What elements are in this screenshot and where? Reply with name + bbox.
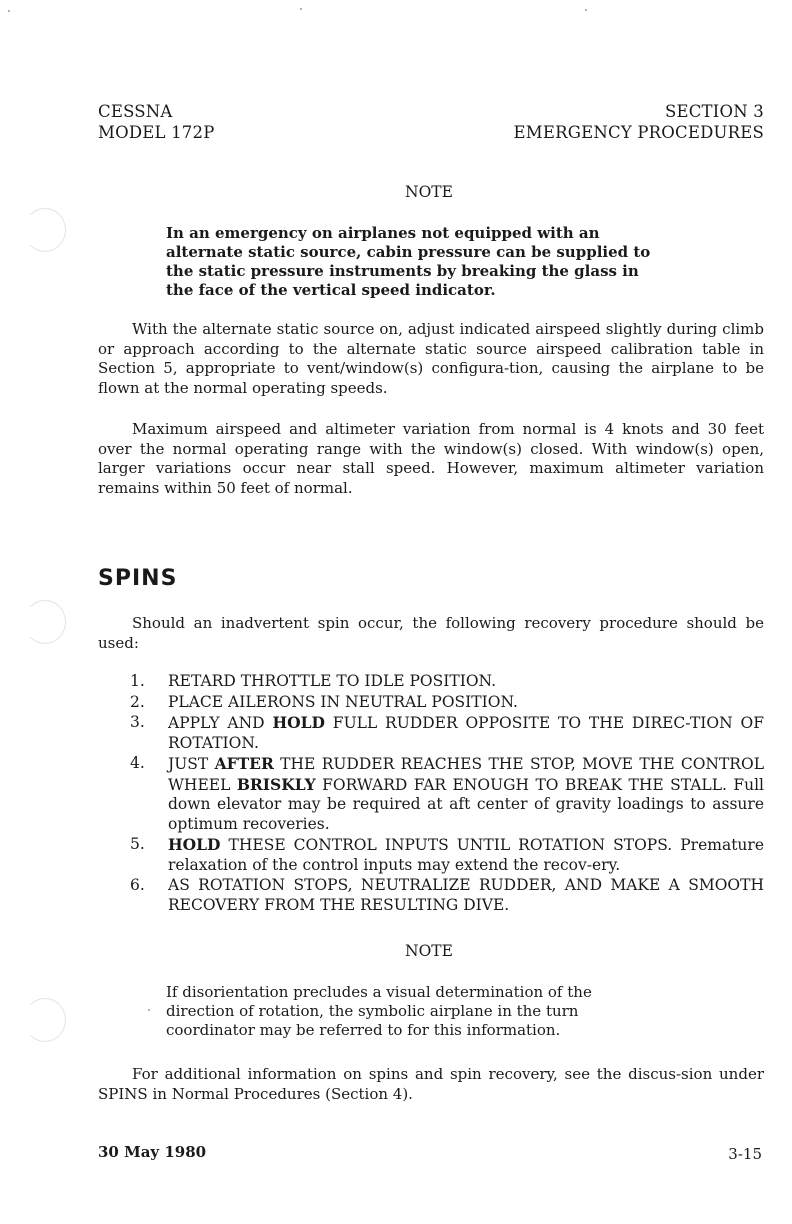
- list-item: [130, 835, 764, 875]
- step-emphasis: AFTER: [214, 754, 274, 773]
- step-text-part: THESE CONTROL INPUTS UNTIL ROTATION STOPS. Premature relaxation of the control inputs may extend the recov-ery.: [168, 836, 764, 874]
- list-item: [130, 713, 764, 753]
- header-right: [514, 101, 764, 143]
- step-text-part: JUST: [168, 755, 215, 773]
- list-item: [130, 754, 764, 834]
- variation-paragraph: Maximum airspeed and altimeter variation from normal is 4 knots and 30 feet over the normal operating range with the window(s) closed. With window(s) open, larger variations occur near stall speed. However, maximum altimeter variation remains within 50 feet of normal.: [98, 420, 764, 497]
- note-line: the static pressure instruments by breaking the glass in: [166, 262, 639, 280]
- list-item: [130, 672, 764, 692]
- note-line: If disorientation precludes a visual determination of the: [166, 983, 592, 1001]
- footer-date: 30 May 1980: [98, 1143, 207, 1161]
- note-line: coordinator may be referred to for this information.: [166, 1021, 561, 1039]
- note-line: In an emergency on airplanes not equipped with an: [166, 224, 600, 242]
- step-text-part: THE RUDDER REACHES THE STOP, MOVE THE CONTROL WHEEL: [168, 755, 764, 794]
- scan-speck: [585, 9, 587, 11]
- scan-speck: [148, 1009, 150, 1011]
- step-text-part: APPLY AND: [168, 714, 273, 732]
- list-item: [130, 876, 764, 915]
- note-line: alternate static source, cabin pressure can be supplied to: [166, 243, 651, 261]
- step-text-part: FULL RUDDER OPPOSITE TO THE DIREC-TION OF ROTATION.: [168, 714, 765, 752]
- step-text: RETARD THROTTLE TO IDLE POSITION.: [168, 672, 497, 690]
- step-number: 6.: [130, 876, 145, 894]
- note-body: [166, 983, 706, 1040]
- punch-hole-mark: [24, 998, 66, 1042]
- step-emphasis: HOLD: [272, 713, 325, 732]
- step-text: [168, 713, 764, 753]
- page-number: 3-15: [728, 1145, 762, 1163]
- note-line: the face of the vertical speed indicator.: [166, 281, 496, 299]
- step-emphasis: HOLD: [168, 835, 221, 854]
- scan-speck: [8, 10, 10, 12]
- section-label: SECTION 3: [664, 102, 764, 121]
- step-number: 2.: [130, 692, 145, 711]
- step-number: 1.: [130, 672, 145, 690]
- recovery-steps: [130, 672, 764, 916]
- punch-hole-mark: [24, 600, 66, 644]
- note-line: direction of rotation, the symbolic airplane in the turn: [166, 1002, 579, 1020]
- manufacturer-label: CESSNA: [98, 102, 173, 121]
- step-text: AS ROTATION STOPS, NEUTRALIZE RUDDER, AND MAKE A SMOOTH RECOVERY FROM THE RESULTING DIVE.: [168, 876, 764, 914]
- step-text: [168, 754, 764, 834]
- model-label: MODEL 172P: [98, 123, 215, 142]
- step-number: 3.: [130, 713, 145, 731]
- step-text: PLACE AILERONS IN NEUTRAL POSITION.: [168, 692, 518, 711]
- punch-hole-mark: [24, 208, 66, 252]
- step-number: 5.: [130, 835, 145, 853]
- step-emphasis: BRISKLY: [236, 774, 316, 794]
- alternate-static-paragraph: With the alternate static source on, adjust indicated airspeed slightly during climb or approach according to the alternate static source airspeed calibration table in Section 5, appropriate to vent/window(s) configura-tion, causing the airplane to be flown at the normal operating speeds.: [98, 320, 764, 397]
- step-text-part: FORWARD FAR ENOUGH TO BREAK THE STALL. Full down elevator may be required at aft center of gravity loadings to assure optimum recoveries.: [168, 775, 764, 833]
- header-left: [98, 101, 215, 143]
- note-title: NOTE: [405, 183, 453, 201]
- list-item: [130, 693, 764, 713]
- step-number: 4.: [130, 754, 145, 772]
- closing-paragraph: For additional information on spins and spin recovery, see the discus-sion under SPINS in Normal Procedures (Section 4).: [98, 1065, 764, 1103]
- note-body: [166, 224, 706, 300]
- spins-heading: SPINS: [98, 566, 178, 591]
- step-text: [168, 835, 764, 875]
- scan-speck: [300, 8, 302, 10]
- section-title: EMERGENCY PROCEDURES: [513, 123, 764, 142]
- spins-intro: Should an inadvertent spin occur, the following recovery procedure should be used:: [98, 614, 764, 652]
- note-title: NOTE: [405, 942, 453, 960]
